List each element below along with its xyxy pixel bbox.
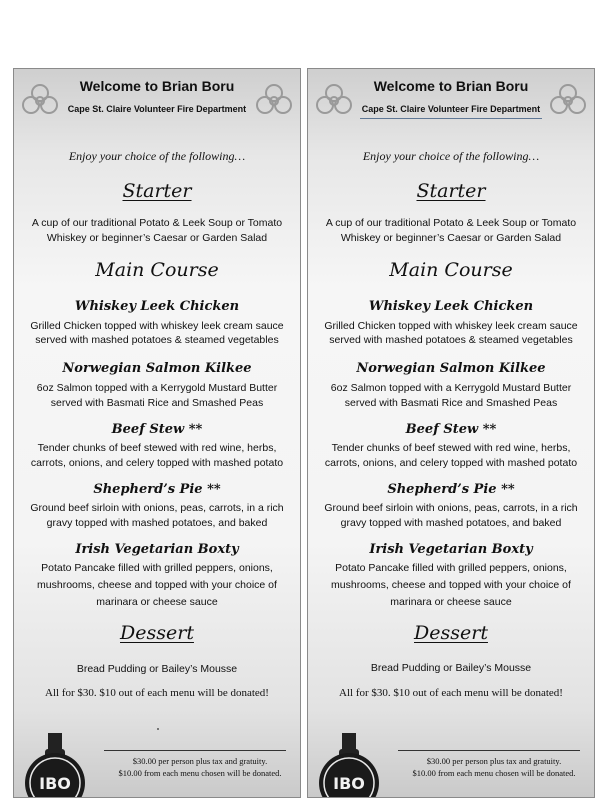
dish-desc: mushrooms, cheese and topped with your choice of bbox=[37, 579, 277, 591]
department-subtitle: Cape St. Claire Volunteer Fire Department bbox=[361, 104, 541, 114]
dish-name: Norwegian Salmon Kilkee bbox=[62, 361, 252, 376]
dish-desc: 6oz Salmon topped with a Kerrygold Mustard Butter bbox=[330, 382, 572, 394]
welcome-title: Welcome to Brian Boru bbox=[373, 78, 529, 94]
logo-text: IBO bbox=[39, 774, 71, 793]
dish-desc: Potato Pancake filled with grilled peppers, onions, bbox=[41, 562, 273, 574]
dish-desc: Tender chunks of beef stewed with red wine, herbs, bbox=[331, 442, 571, 454]
fine-print-1: $30.00 per person plus tax and gratuity. bbox=[132, 756, 268, 766]
dish-name: Irish Vegetarian Boxty bbox=[75, 542, 239, 557]
dish-name: Whiskey Leek Chicken bbox=[368, 299, 534, 314]
dish-name: Shepherd’s Pie ** bbox=[93, 482, 221, 497]
dish-desc: served with Basmati Rice and Smashed Peas bbox=[344, 397, 558, 409]
fine-print-2: $10.00 from each menu chosen will be donated. bbox=[118, 768, 282, 778]
dish-desc: Ground beef sirloin with onions, peas, carrots, in a rich bbox=[324, 502, 578, 514]
dessert-heading: Dessert bbox=[120, 622, 194, 644]
menu-card-left bbox=[13, 68, 301, 798]
divider bbox=[104, 750, 286, 751]
divider bbox=[398, 750, 580, 751]
dish-name: Beef Stew ** bbox=[111, 422, 203, 437]
dish-desc: marinara or cheese sauce bbox=[390, 596, 512, 608]
dish-name: Irish Vegetarian Boxty bbox=[369, 542, 533, 557]
dessert-desc: Bread Pudding or Bailey’s Mousse bbox=[76, 663, 238, 675]
dish-desc: mushrooms, cheese and topped with your choice of bbox=[331, 579, 571, 591]
starter-desc-1: A cup of our traditional Potato & Leek Soup or Tomato bbox=[31, 217, 283, 229]
dot-mark bbox=[157, 728, 159, 730]
dessert-heading: Dessert bbox=[414, 622, 488, 644]
starter-desc-1: A cup of our traditional Potato & Leek Soup or Tomato bbox=[325, 217, 577, 229]
header-rule bbox=[360, 118, 542, 119]
dish-desc: Potato Pancake filled with grilled peppers, onions, bbox=[335, 562, 567, 574]
logo-text: IBO bbox=[333, 774, 365, 793]
dessert-desc: Bread Pudding or Bailey’s Mousse bbox=[370, 662, 532, 674]
firefighter-badge-logo bbox=[24, 733, 86, 798]
dish-name: Whiskey Leek Chicken bbox=[74, 299, 240, 314]
dish-name: Shepherd’s Pie ** bbox=[387, 482, 515, 497]
dish-desc: served with mashed potatoes & steamed vegetables bbox=[329, 334, 573, 346]
starter-heading: Starter bbox=[416, 180, 486, 202]
dish-desc: Grilled Chicken topped with whiskey leek cream sauce bbox=[30, 320, 284, 332]
fine-print-1: $30.00 per person plus tax and gratuity. bbox=[426, 756, 562, 766]
dish-desc: carrots, onions, and celery topped with mashed potato bbox=[30, 457, 284, 469]
dish-desc: Tender chunks of beef stewed with red wine, herbs, bbox=[37, 442, 277, 454]
dish-desc: 6oz Salmon topped with a Kerrygold Mustard Butter bbox=[36, 382, 278, 394]
dish-desc: carrots, onions, and celery topped with mashed potato bbox=[324, 457, 578, 469]
intro-text: Enjoy your choice of the following… bbox=[68, 149, 246, 163]
main-course-heading: Main Course bbox=[95, 259, 219, 281]
donation-note: All for $30. $10 out of each menu will be donated! bbox=[339, 687, 563, 699]
dish-desc: gravy topped with mashed potatoes, and baked bbox=[46, 517, 268, 529]
firefighter-badge-logo bbox=[318, 733, 380, 798]
dish-name: Norwegian Salmon Kilkee bbox=[356, 361, 546, 376]
department-subtitle: Cape St. Claire Volunteer Fire Department bbox=[67, 104, 247, 114]
dish-desc: Ground beef sirloin with onions, peas, carrots, in a rich bbox=[30, 502, 284, 514]
welcome-title: Welcome to Brian Boru bbox=[79, 78, 235, 94]
donation-note: All for $30. $10 out of each menu will be donated! bbox=[45, 687, 269, 699]
dish-desc: served with Basmati Rice and Smashed Peas bbox=[50, 397, 264, 409]
starter-heading: Starter bbox=[122, 180, 192, 202]
menu-card-right bbox=[307, 68, 595, 798]
main-course-heading: Main Course bbox=[389, 259, 513, 281]
dish-name: Beef Stew ** bbox=[405, 422, 497, 437]
dish-desc: Grilled Chicken topped with whiskey leek cream sauce bbox=[324, 320, 578, 332]
starter-desc-2: Whiskey or beginner’s Caesar or Garden Salad bbox=[46, 232, 268, 244]
dish-desc: served with mashed potatoes & steamed vegetables bbox=[35, 334, 279, 346]
intro-text: Enjoy your choice of the following… bbox=[362, 149, 540, 163]
fine-print-2: $10.00 from each menu chosen will be donated. bbox=[412, 768, 576, 778]
dish-desc: gravy topped with mashed potatoes, and baked bbox=[340, 517, 562, 529]
dish-desc: marinara or cheese sauce bbox=[96, 596, 218, 608]
starter-desc-2: Whiskey or beginner’s Caesar or Garden Salad bbox=[340, 232, 562, 244]
